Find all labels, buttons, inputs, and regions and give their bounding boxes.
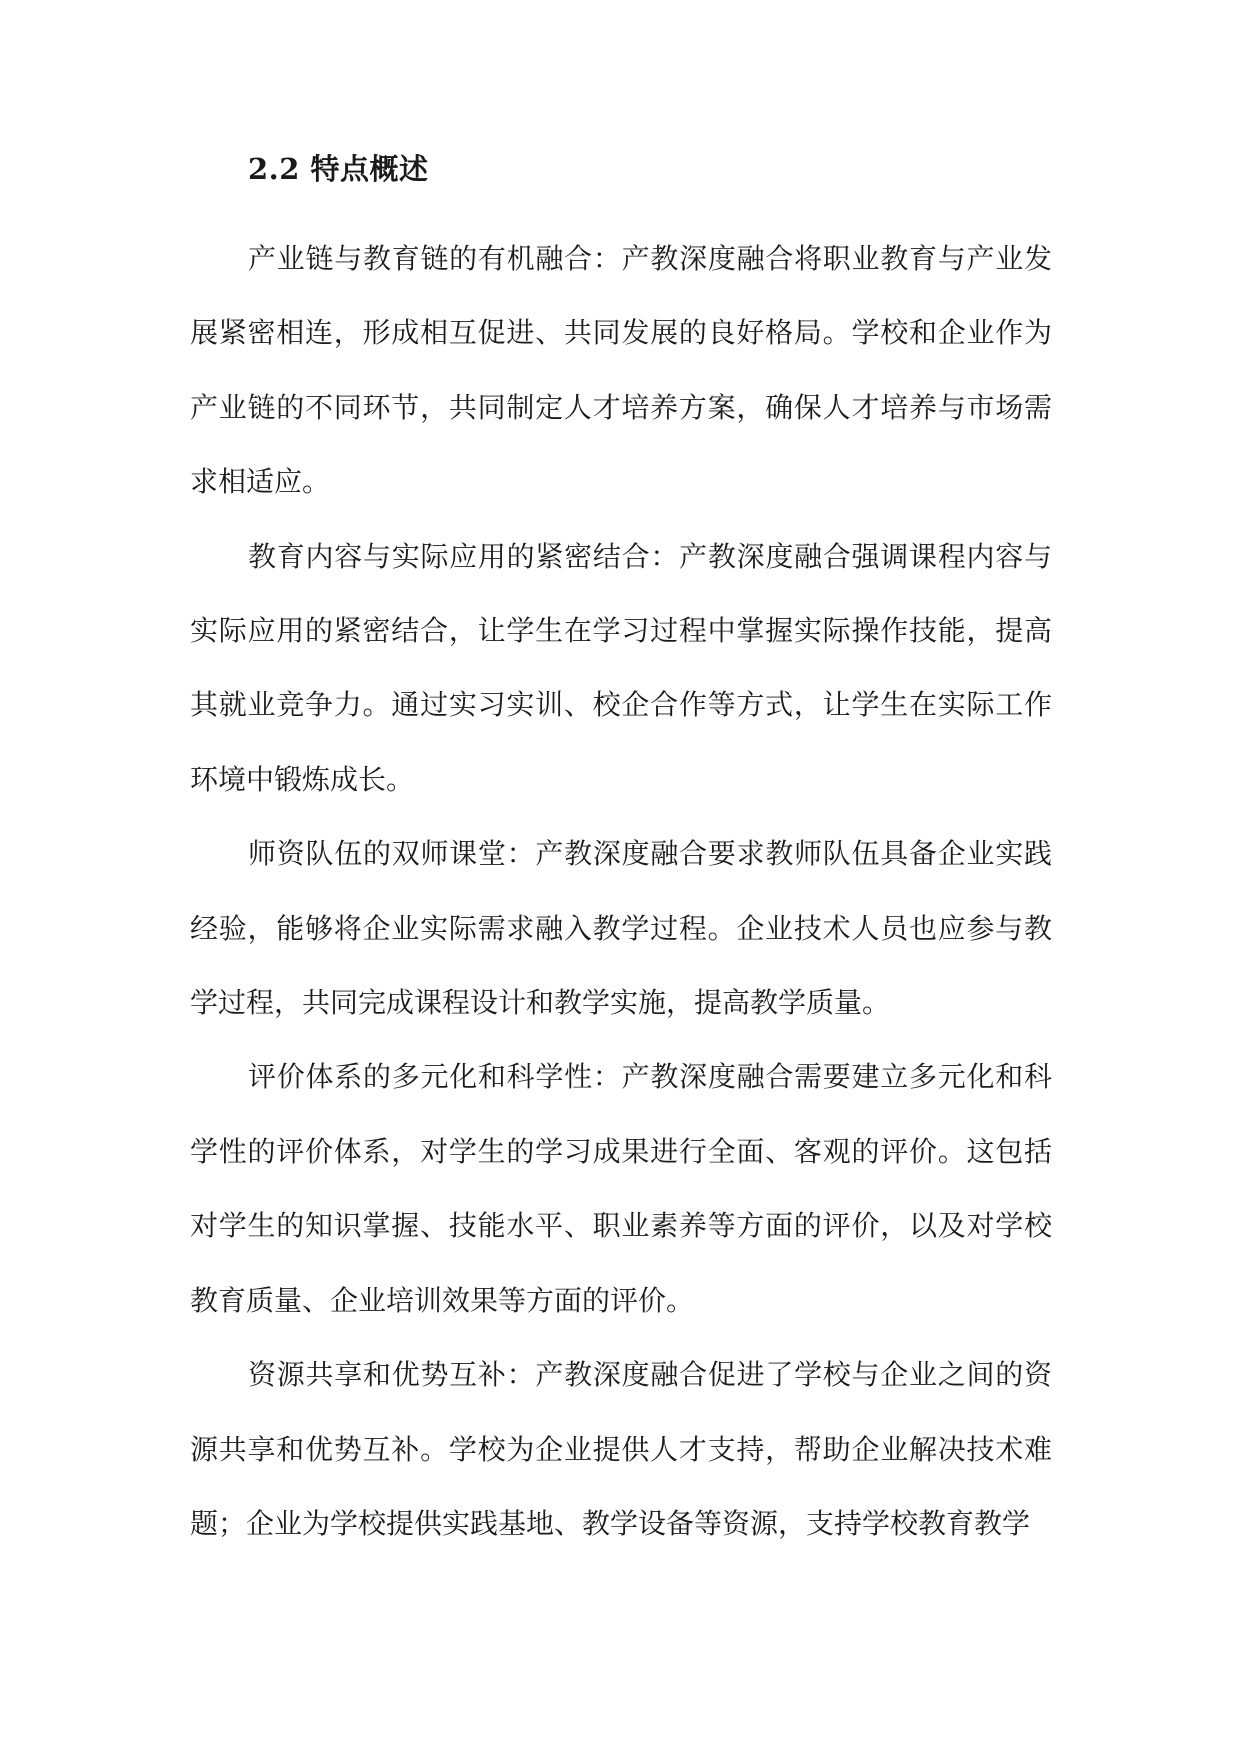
paragraph-evaluation-system: 评价体系的多元化和科学性：产教深度融合需要建立多元化和科学性的评价体系，对学生的学习成果进行全面、客观的评价。这包括对学生的知识掌握、技能水平、职业素养等方面的评价，以及对学校教育质量、企业培训效果等方面的评价。	[190, 1060, 1052, 1317]
paragraph-dual-teacher: 师资队伍的双师课堂：产教深度融合要求教师队伍具备企业实践经验，能够将企业实际需求融入教学过程。企业技术人员也应参与教学过程，共同完成课程设计和教学实施，提高教学质量。	[190, 837, 1052, 1020]
paragraph-resource-sharing: 资源共享和优势互补：产教深度融合促进了学校与企业之间的资源共享和优势互补。学校为企业提供人才支持，帮助企业解决技术难题；企业为学校提供实践基地、教学设备等资源，支持学校教育教学	[190, 1358, 1052, 1540]
page-content	[190, 143, 1052, 1561]
section-heading: 2.2 特点概述	[248, 152, 429, 186]
paragraph-industry-education-chain: 产业链与教育链的有机融合：产教深度融合将职业教育与产业发展紧密相连，形成相互促进、共同发展的良好格局。学校和企业作为产业链的不同环节，共同制定人才培养方案，确保人才培养与市场需求相适应。	[190, 242, 1052, 499]
paragraph-content-application: 教育内容与实际应用的紧密结合：产教深度融合强调课程内容与实际应用的紧密结合，让学生在学习过程中掌握实际操作技能，提高其就业竞争力。通过实习实训、校企合作等方式，让学生在实际工作环境中锻炼成长。	[190, 539, 1052, 796]
